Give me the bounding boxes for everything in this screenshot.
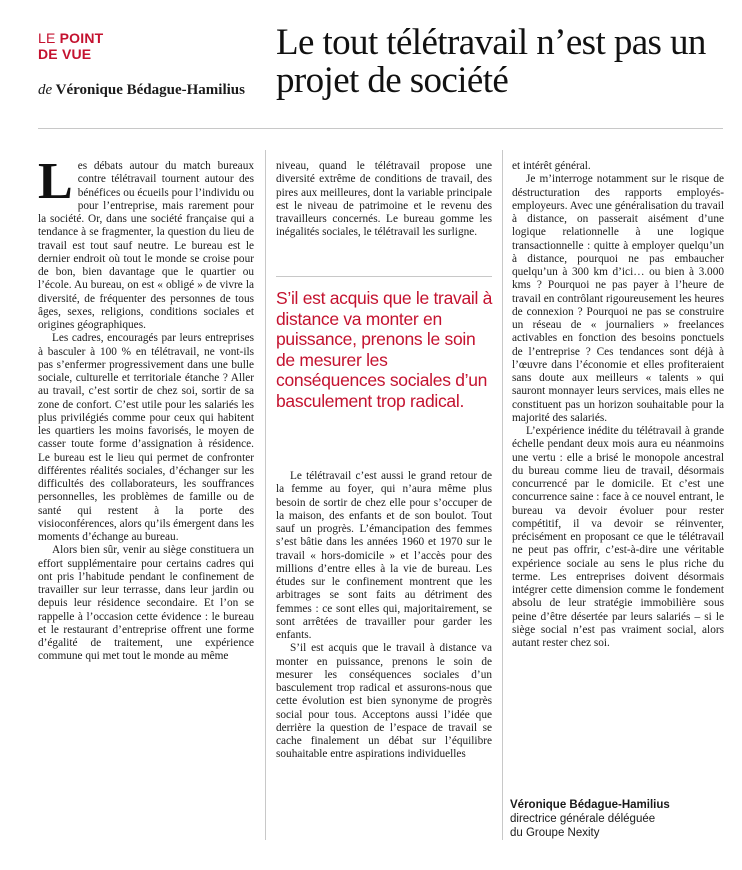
paragraph: Je m’interroge notamment sur le risque de déstructuration des rapports employés-employeurs. Avec une généralisation du travail à distance, on passerait aisément d’une logique relationnelle à une logique transactionnelle : quitte à employer quelqu’un à distance, pourquoi ne pas embaucher quelqu’un à 300 km d’ici… ou bien à 3.000 kms ? Pourquoi ne pas payer à l’heure de travail en contrôlant rigoureusement les heures de connexion ? Pourquoi ne pas se construire un réseau de « journaliers » freelances activables en fonction des besoins ponctuels de l’entreprise ? Ces tendances sont déjà à l’œuvre dans l’économie et elles profiteraient sans doute aux meilleurs « talents » qui sauront monnayer leurs services, mais elles ne constituent pas un horizon souhaitable pour la majorité des salariés. [512,173,724,424]
paragraph: Les cadres, encouragés par leurs entreprises à basculer à 100 % en télétravail, ne vont-ils pas s’enfermer progressivement dans une bulle sociale, culturelle et territoriale étanche ? Aller au travail, c’est sortir de chez soi, sortir de sa zone de confort. C’est utile pour les salariés les plus privilégiés comme pour ceux qui habitent les quartiers les moins favorisés, le moyen de casser toute forme d’assignation à résidence. Le bureau est le lieu qui permet de confronter différentes réalités sociales, d’échanger sur les difficultés des collaborateurs, les souffrances personnelles, les problèmes de famille ou de santé qui restent à la porte des visioconférences, alors qu’ils émergent dans les moments d’échange au bureau. [38,332,254,543]
byline-name: Véronique Bédague-Hamilius [55,82,245,98]
paragraph: niveau, quand le télétravail propose une diversité extrême de conditions de travail, des pires aux meilleures, dont la variable principale est le niveau de patrimoine et le revenu des travailleurs concernés. Le bureau gomme les inégalités sociales, le télétravail les surligne. [276,160,492,239]
kicker-line1-a: LE [38,30,56,46]
section-kicker [38,30,103,62]
column-divider-2 [502,150,503,840]
column-divider-1 [265,150,266,840]
signature-name: Véronique Bédague-Hamilius [510,799,670,811]
pullquote-rule [276,276,492,277]
paragraph: S’il est acquis que le travail à distance va monter en puissance, prenons le soin de mesurer les conséquences sociales d’un basculement trop radical et assurons-nous que cette évolution est bien synonyme de progrès social pour tous. Acceptons aussi l’idée que derrière la question de l’espace de travail se cache finalement un débat sur l’équilibre souhaitable entre aspirations individuelles [276,642,492,761]
author-byline [38,82,248,99]
author-signature [510,798,725,840]
article-column-3 [512,160,724,650]
paragraph: Les débats autour du match bureaux contre télétravail tournent autour des bénéfices ou écueils pour l’individu ou pour l’entreprise, mais rarement pour la société. Or, dans une société française qui a tendance à se fragmenter, la question du lieu de travail est tout sauf neutre. Le bureau est le dernier endroit où tout le monde se croise pour de bon, bien davantage que le quartier ou l’école. Au bureau, on est « obligé » de vivre la diversité, de fréquenter des personnes de tous âges, sexes, religions, conditions sociales et origines géographiques. [38,153,254,331]
byline-prefix: de [38,82,53,98]
article-column-2-bottom [276,470,492,762]
signature-company: du Groupe Nexity [510,827,600,839]
article-headline: Le tout télétravail n’est pas un projet de société [276,22,706,101]
kicker-line2: DE VUE [38,46,92,62]
article-column-1 [38,153,254,664]
signature-role: directrice générale déléguée [510,813,656,825]
article-column-2-top [276,160,492,240]
header-rule [38,128,723,129]
paragraph: Le télétravail c’est aussi le grand retour de la femme au foyer, qui n’aura même plus besoin de sortir de chez elle pour s’occuper de la maison, des enfants et de son boulot. Tout sauf un progrès. L’émancipation des femmes s’est bâtie dans les années 1960 et 1970 sur le travail « hors-domicile » et l’accès pour des millions d’entre elles à la vie de bureau. Les études sur le confinement montrent que les arbitrages se sont faits au détriment des femmes : ce sont elles qui, majoritairement, se sont arrêtées de travailler pour garder les enfants. [276,470,492,641]
drop-cap: L [38,153,73,210]
kicker-line1-b: POINT [59,30,104,46]
paragraph: et intérêt général. [512,160,591,172]
paragraph: Alors bien sûr, venir au siège constituera un effort supplémentaire pour certains cadres qui ont pris l’habitude pendant le confinement de travailler sur leur terrasse, dans leur jardin ou depuis leur résidence secondaire. Et l’on se rappelle à l’occasion cette évidence : le bureau et le restaurant d’entreprise offrent une forme d’égalité de traitement, une expérience commune qui met tout le monde au même [38,544,254,663]
paragraph: L’expérience inédite du télétravail à grande échelle pendant deux mois aura eu néanmoins une vertu : elle a brisé le monopole ancestral du bureau comme lieu de travail, désormais concurrencé par le domicile. Et c’est une concurrence saine : face à ce nouvel entrant, le bureau va devoir évoluer pour rester compétitif, il va devoir se réinventer, précisément en proposant ce que le télétravail ne peut pas offrir, c’est-à-dire une véritable expérience sociale au sens le plus riche du terme. Les entreprises doivent désormais intégrer cette dimension comme le fondement absolu de leur stratégie immobilière sous peine d’être désertée par leurs salariés – si le siège social n’est pas vraiment social, alors autant rester chez soi. [512,425,724,649]
pull-quote: S’il est acquis que le travail à distance va monter en puissance, prenons le soin de mesurer les conséquences sociales d’un basculement trop radical. [276,288,493,411]
